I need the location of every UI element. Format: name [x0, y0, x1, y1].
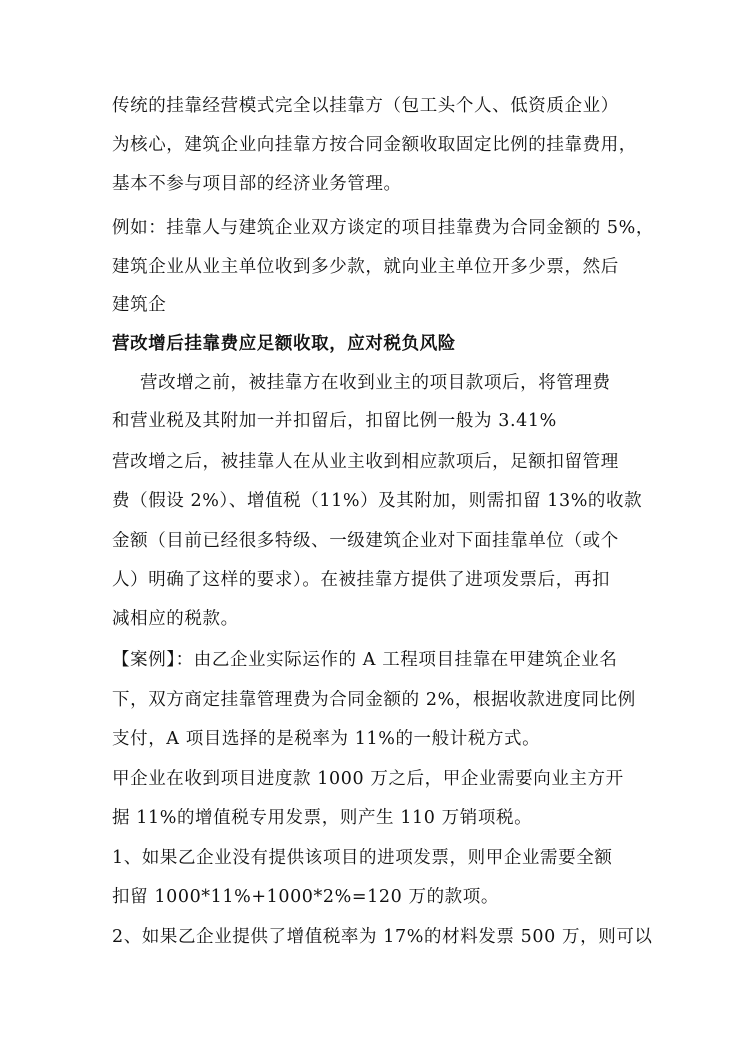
paragraph-line: 人）明确了这样的要求）。在被挂靠方提供了进项发票后，再扣 [112, 570, 611, 590]
paragraph-line: 和营业税及其附加一并扣留后，扣留比例一般为 3.41% [112, 411, 557, 431]
paragraph-line: 甲企业在收到项目进度款 1000 万之后，甲企业需要向业主方开 [112, 769, 624, 789]
paragraph-line: 下，双方商定挂靠管理费为合同金额的 2%，根据收款进度同比例 [112, 690, 636, 710]
paragraph-line: 金额（目前已经很多特级、一级建筑企业对下面挂靠单位（或个 [112, 531, 619, 551]
paragraph-line: 支付，A 项目选择的是税率为 11%的一般计税方式。 [112, 729, 541, 749]
paragraph-line: 营改增之后，被挂靠人在从业主收到相应款项后，足额扣留管理 [112, 452, 619, 472]
paragraph-line: 例如：挂靠人与建筑企业双方谈定的项目挂靠费为合同金额的 5%， [112, 218, 654, 238]
paragraph-line: 为核心，建筑企业向挂靠方按合同金额收取固定比例的挂靠费用， [112, 135, 637, 155]
paragraph-line: 营改增之前，被挂靠方在收到业主的项目款项后，将管理费 [140, 373, 611, 393]
paragraph-line: 建筑企 [112, 295, 167, 315]
paragraph-line: 据 11%的增值税专用发票，则产生 110 万销项税。 [112, 808, 533, 828]
paragraph-line: 建筑企业从业主单位收到多少款，就向业主单位开多少票，然后 [112, 257, 619, 277]
paragraph-line: 费（假设 2%）、增值税（11%）及其附加，则需扣留 13%的收款 [112, 491, 643, 511]
paragraph-line: 传统的挂靠经营模式完全以挂靠方（包工头个人、低资质企业） [112, 96, 619, 116]
paragraph-line: 减相应的税款。 [112, 609, 239, 629]
paragraph-line: 扣留 1000*11%+1000*2%=120 万的款项。 [112, 887, 499, 907]
paragraph-line: 基本不参与项目部的经济业务管理。 [112, 174, 402, 194]
section-heading: 营改增后挂靠费应足额收取，应对税负风险 [112, 334, 456, 354]
paragraph-line: 2、如果乙企业提供了增值税率为 17%的材料发票 500 万，则可以 [112, 927, 653, 947]
paragraph-line: 【案例】：由乙企业实际运作的 A 工程项目挂靠在甲建筑企业名 [112, 650, 618, 670]
paragraph-line: 1、如果乙企业没有提供该项目的进项发票，则甲企业需要全额 [112, 848, 613, 868]
